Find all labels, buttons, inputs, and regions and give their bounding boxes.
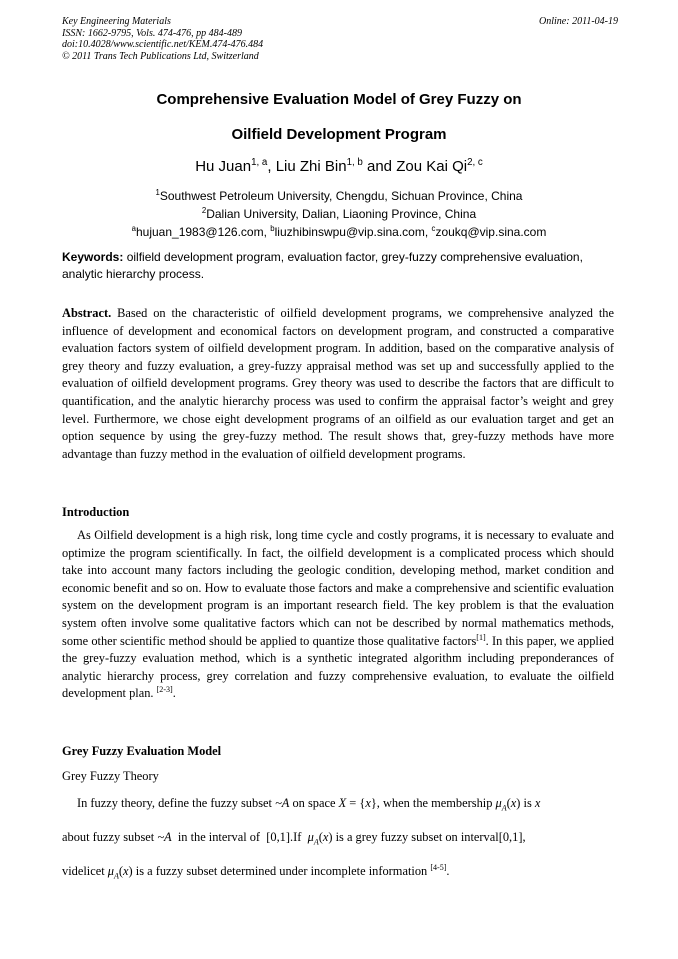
- body-text: is a grey fuzzy subset on interval: [335, 830, 499, 844]
- math-subscript: A: [501, 803, 507, 813]
- section-heading-model: Grey Fuzzy Evaluation Model: [62, 744, 222, 758]
- math-symbol: μ: [307, 830, 314, 844]
- abstract-text: Based on the characteristic of oilfield development programs, we comprehensive analyzed the influence of development and economical factors on development program, and constructed a comparative evaluation factors system of oilfield development program. In addition, based on the comparative analysis of grey theory and fuzzy evaluation, a grey-fuzzy appraisal method was set up and successfully applied to the evaluation of oilfield development programs. Grey theory was used to describe the factors that are difficult to quantification, and the analytic hierarchy process was used to confirm the appraisal factor’s weight and grey level. Furthermore, we chose eight development programs of an oilfield as our evaluation target and get an option sequence by using the grey-fuzzy method. The result shows that, grey-fuzzy methods have more advantage than fuzzy method in the evaluation of oilfield development programs.: [62, 306, 614, 461]
- math-symbol: A: [281, 796, 290, 810]
- journal-copyright: © 2011 Trans Tech Publications Ltd, Switzerland: [62, 50, 259, 62]
- abstract: [62, 305, 614, 463]
- email-address[interactable]: hujuan_1983@126.com,: [135, 225, 271, 239]
- author-affiliation-mark: 1, a: [251, 157, 268, 168]
- fuzzy-line-1: In fuzzy theory, define the fuzzy subset ~A on space X = {x}, when the membership $\mu_A(x)$ is x: [77, 796, 541, 813]
- email-address[interactable]: liuzhibinswpu@vip.sina.com,: [274, 225, 432, 239]
- affiliation-text: Dalian University, Dalian, Liaoning Province, China: [206, 207, 477, 221]
- math-symbol: x: [123, 864, 129, 878]
- introduction-text: As Oilfield development is a high risk, long time cycle and costly programs, it is necessary to evaluate and optimize the program scientifically. In fact, the oilfield development is a complicated process which should take into account many factors including the geologic condition, developing method, market condition and economic benefit and so on. How to evaluate those factors and make a comprehensive and scientific evaluation system on the development program is an important research field. The key problem is that the evaluation system often involve some qualitative factors which can not be described by normal mathematics methods, some other scientific method should be applied to quantize those qualitative factors: [62, 528, 614, 648]
- paper-title-line-2: Oilfield Development Program: [231, 126, 447, 143]
- affiliation-mark: 2: [201, 206, 207, 215]
- author-conjunction: and: [362, 158, 397, 175]
- body-text: .If: [290, 830, 302, 844]
- math-symbol: μ: [107, 864, 115, 878]
- email-address[interactable]: zoukq@vip.sina.com: [435, 225, 547, 239]
- email-mark: a: [131, 224, 136, 233]
- math-symbol: X: [338, 796, 347, 810]
- math-fuzzy-A: ~A: [275, 796, 290, 810]
- affiliation: [62, 207, 616, 221]
- online-date: Online: 2011-04-19: [539, 16, 618, 27]
- author-affiliation-mark: 1, b: [346, 157, 363, 168]
- citation[interactable]: [4-5]: [430, 862, 447, 872]
- fuzzy-line-3: videlicet $\mu_A(x)$ is a fuzzy subset determined under incomplete information [4-5].: [62, 862, 450, 881]
- abstract-label: Abstract.: [62, 306, 112, 320]
- affiliation-mark: 1: [155, 188, 160, 197]
- keywords: [62, 249, 614, 283]
- math-symbol: x: [534, 796, 541, 810]
- section-heading-introduction: Introduction: [62, 505, 130, 519]
- math-symbol: x: [510, 796, 517, 810]
- body-text: about fuzzy subset: [62, 830, 155, 844]
- email-mark: b: [270, 224, 275, 233]
- email-mark: c: [431, 224, 436, 233]
- author-affiliation-mark: 2, c: [467, 157, 483, 168]
- math-symbol: x: [365, 796, 371, 810]
- body-text: videlicet: [62, 864, 105, 878]
- math-interval: 0,1: [502, 830, 519, 844]
- author-separator: ,: [267, 158, 276, 175]
- affiliation-text: Southwest Petroleum University, Chengdu, Sichuan Province, China: [159, 189, 523, 203]
- math-symbol: μ: [495, 796, 502, 810]
- journal-header: [62, 16, 618, 62]
- math-subscript: A: [114, 871, 119, 881]
- body-text: in the interval of: [177, 830, 261, 844]
- affiliation: [62, 189, 616, 203]
- paper-title-line-1: Comprehensive Evaluation Model of Grey Fuzzy on: [156, 91, 522, 108]
- math-fuzzy-A: ~A: [157, 830, 172, 844]
- email-list: [62, 225, 616, 239]
- fuzzy-line-2: about fuzzy subset ~A in the interval of [0,1].If $\mu_A(x)$ is a grey fuzzy subset on interval[0,1],: [62, 830, 526, 847]
- citation[interactable]: [2-3]: [156, 685, 173, 695]
- body-text: ,: [522, 830, 526, 844]
- body-text: is: [523, 796, 532, 810]
- author-name: Liu Zhi Bin: [275, 158, 347, 175]
- introduction-paragraph: [62, 527, 614, 703]
- author-list: [62, 158, 616, 175]
- math-symbol: A: [164, 830, 172, 844]
- journal-doi: doi:10.4028/www.scientific.net/KEM.474-476.484: [62, 39, 264, 50]
- body-text: is a fuzzy subset determined under incomplete information: [135, 864, 428, 878]
- journal-issn: ISSN: 1662-9795, Vols. 474-476, pp 484-489: [62, 27, 242, 39]
- body-text: .: [446, 864, 450, 878]
- math-subscript: A: [313, 837, 319, 847]
- keywords-label: Keywords:: [62, 250, 124, 264]
- body-text: on space: [292, 796, 336, 810]
- subsection-heading: Grey Fuzzy Theory: [62, 769, 159, 783]
- author-name: Zou Kai Qi: [396, 158, 468, 175]
- math-symbol: x: [322, 830, 329, 844]
- citation[interactable]: [1]: [476, 632, 486, 642]
- keywords-text: oilfield development program, evaluation factor, grey-fuzzy comprehensive evaluation, analytic hierarchy process.: [62, 250, 583, 281]
- journal-name: Key Engineering Materials: [62, 16, 171, 27]
- math-interval: 0,1: [270, 830, 286, 844]
- body-text: , when the membership: [376, 796, 493, 810]
- author-name: Hu Juan: [195, 158, 252, 175]
- introduction-text: . In this paper, we applied the grey-fuzzy evaluation method, which is a synthetic integrated algorithm including preponderances of analytic hierarchy process, grey correlation and fuzzy comprehensive evaluation, to evaluate the oilfield development plan.: [62, 633, 614, 701]
- body-text: In fuzzy theory, define the fuzzy subset: [77, 796, 272, 810]
- introduction-text: .: [172, 686, 176, 701]
